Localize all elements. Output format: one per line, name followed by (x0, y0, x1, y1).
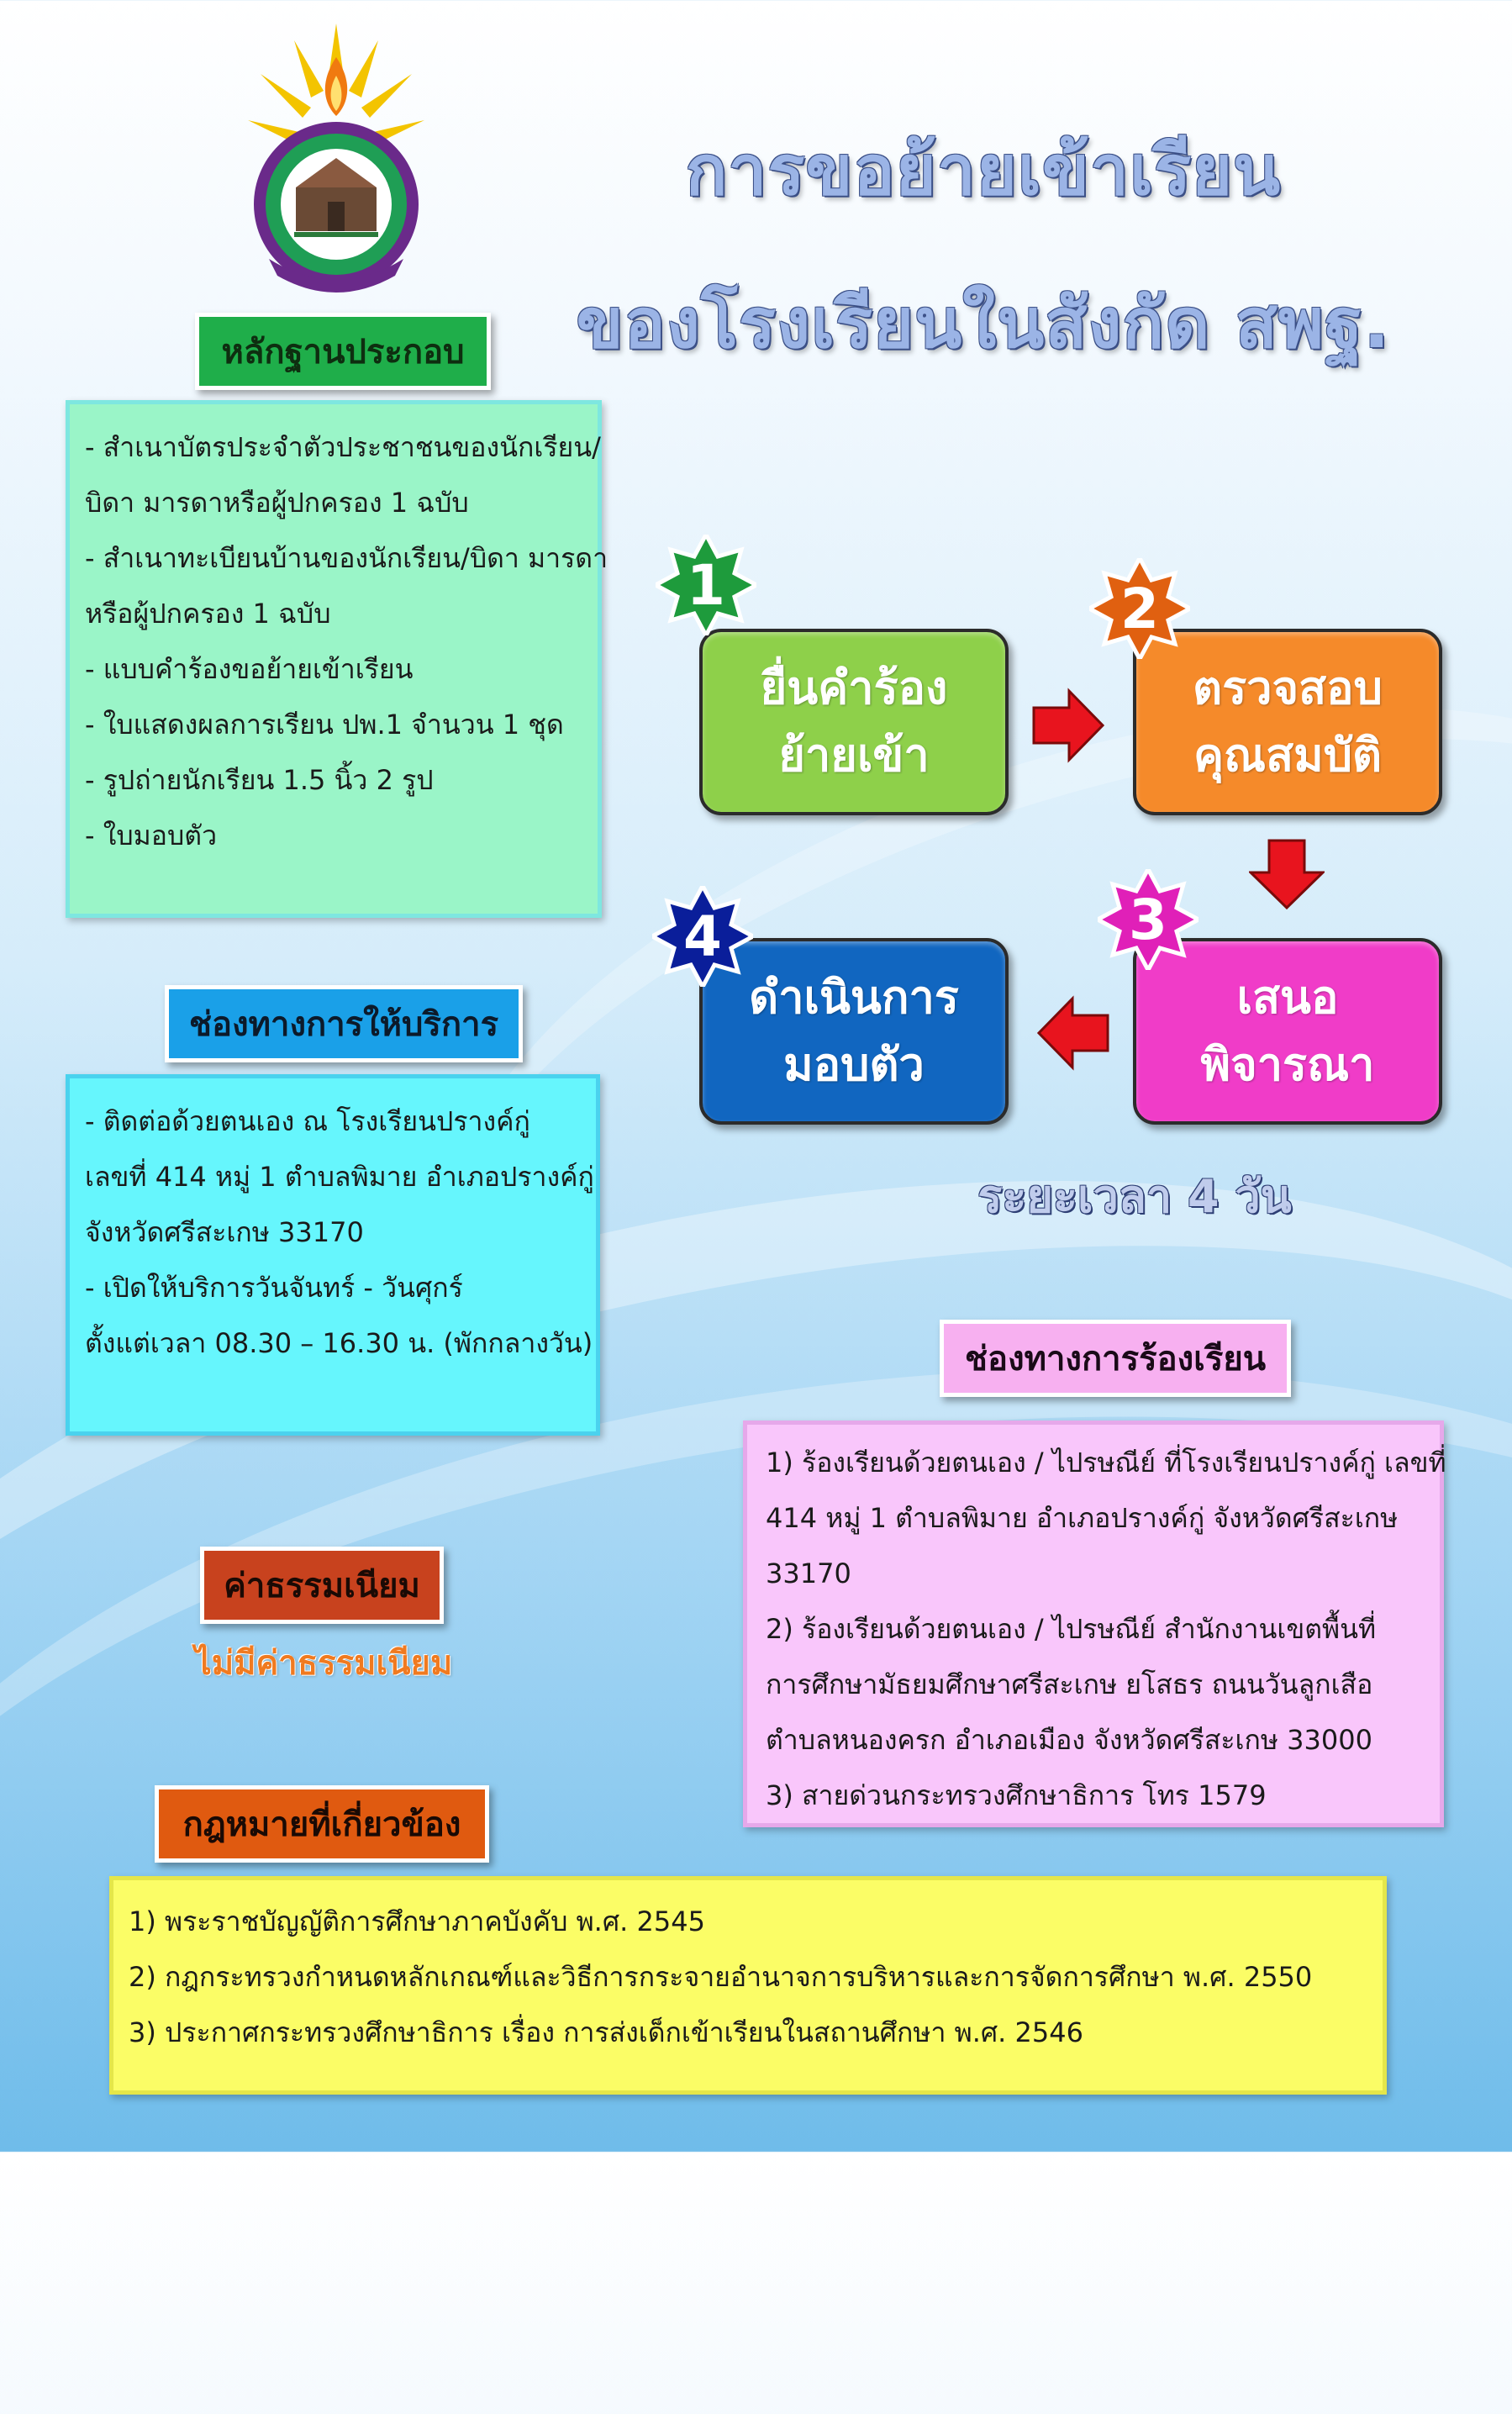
step-1-line1: ยื่นคำร้อง (760, 661, 948, 714)
law-box (109, 1876, 1387, 2095)
service-item: - ติดต่อด้วยตนเอง ณ โรงเรียนปรางค์กู่ (85, 1105, 530, 1137)
law-item: 1) พระราชบัญญัติการศึกษาภาคบังคับ พ.ศ. 2545 (129, 1905, 705, 1937)
step-1-badge (656, 535, 756, 635)
evidence-item: - สำเนาบัตรประจำตัวประชาชนของนักเรียน/ (85, 431, 601, 463)
fee-label: ค่าธรรมเนียม (200, 1547, 444, 1624)
step-3-number: 3 (1129, 887, 1167, 952)
step-2-number: 2 (1120, 576, 1159, 641)
step-1-box (699, 629, 1009, 815)
complaint-item: การศึกษามัธยมศึกษาศรีสะเกษ ยโสธร ถนนวันลูกเสือ (766, 1668, 1373, 1700)
step-4-line1: ดำเนินการ (749, 971, 959, 1024)
arrow-down-icon (1249, 839, 1325, 909)
service-box (66, 1074, 600, 1436)
step-1-line2: ย้ายเข้า (778, 729, 930, 782)
step-3-badge (1098, 869, 1199, 970)
school-logo (244, 24, 429, 293)
arrow-right-icon (1032, 688, 1104, 763)
complaint-item: 1) ร้องเรียนด้วยตนเอง / ไปรษณีย์ ที่โรงเรียนปรางค์กู่ เลขที่ (766, 1447, 1446, 1478)
duration-text: ระยะเวลา 4 วัน (977, 1170, 1292, 1223)
fee-value: ไม่มีค่าธรรมเนียม (194, 1644, 453, 1683)
service-item: - เปิดให้บริการวันจันทร์ - วันศุกร์ (85, 1272, 463, 1304)
law-label: กฎหมายที่เกี่ยวข้อง (155, 1785, 489, 1863)
evidence-item: บิดา มารดาหรือผู้ปกครอง 1 ฉบับ (85, 487, 469, 519)
evidence-item: - ใบแสดงผลการเรียน ปพ.1 จำนวน 1 ชุด (85, 709, 564, 741)
evidence-item: - ใบมอบตัว (85, 820, 218, 851)
law-item: 2) กฎกระทรวงกำหนดหลักเกณฑ์และวิธีการกระจายอำนาจการบริหารและการจัดการศึกษา พ.ศ. 2550 (129, 1961, 1313, 1993)
evidence-item: - รูปถ่ายนักเรียน 1.5 นิ้ว 2 รูป (85, 764, 434, 796)
step-4-badge (652, 886, 753, 987)
complaint-item: ตำบลหนองครก อำเภอเมือง จังหวัดศรีสะเกษ 33000 (766, 1724, 1372, 1756)
step-2-line2: คุณสมบัติ (1193, 729, 1383, 782)
complaint-item: 33170 (766, 1558, 851, 1589)
evidence-box (66, 400, 608, 918)
complaint-item: 2) ร้องเรียนด้วยตนเอง / ไปรษณีย์ สำนักงานเขตพื้นที่ (766, 1613, 1377, 1645)
step-4-number: 4 (683, 904, 722, 969)
law-item: 3) ประกาศกระทรวงศึกษาธิการ เรื่อง การส่งเด็กเข้าเรียนในสถานศึกษา พ.ศ. 2546 (129, 2016, 1083, 2048)
service-label: ช่องทางการให้บริการ (165, 985, 523, 1062)
step-2-line1: ตรวจสอบ (1193, 661, 1383, 714)
step-2-badge (1089, 558, 1190, 659)
school-emblem-icon (244, 24, 429, 293)
evidence-item: หรือผู้ปกครอง 1 ฉบับ (85, 598, 331, 630)
evidence-label: หลักฐานประกอบ (195, 313, 491, 390)
step-3-line1: เสนอ (1236, 971, 1339, 1024)
service-item: เลขที่ 414 หมู่ 1 ตำบลพิมาย อำเภอปรางค์กู่ (85, 1161, 594, 1193)
page-title-line2: ของโรงเรียนในสังกัด สพฐ. (576, 284, 1391, 364)
page-title-line1: การขอย้ายเข้าเรียน (685, 131, 1282, 211)
evidence-item: - สำเนาทะเบียนบ้านของนักเรียน/บิดา มารดา (85, 542, 608, 574)
step-3-line2: พิจารณา (1200, 1038, 1375, 1091)
step-4-line2: มอบตัว (783, 1038, 925, 1091)
step-1-number: 1 (687, 552, 725, 618)
evidence-item: - แบบคำร้องขอย้ายเข้าเรียน (85, 653, 414, 685)
complaint-label: ช่องทางการร้องเรียน (940, 1320, 1291, 1397)
service-item: จังหวัดศรีสะเกษ 33170 (85, 1216, 364, 1248)
complaint-box (743, 1420, 1444, 1827)
complaint-item: 3) สายด่วนกระทรวงศึกษาธิการ โทร 1579 (766, 1779, 1267, 1811)
arrow-left-icon (1037, 995, 1109, 1071)
service-item: ตั้งแต่เวลา 08.30 – 16.30 น. (พักกลางวัน) (85, 1327, 593, 1359)
complaint-item: 414 หมู่ 1 ตำบลพิมาย อำเภอปรางค์กู่ จังหวัดศรีสะเกษ (766, 1502, 1399, 1534)
